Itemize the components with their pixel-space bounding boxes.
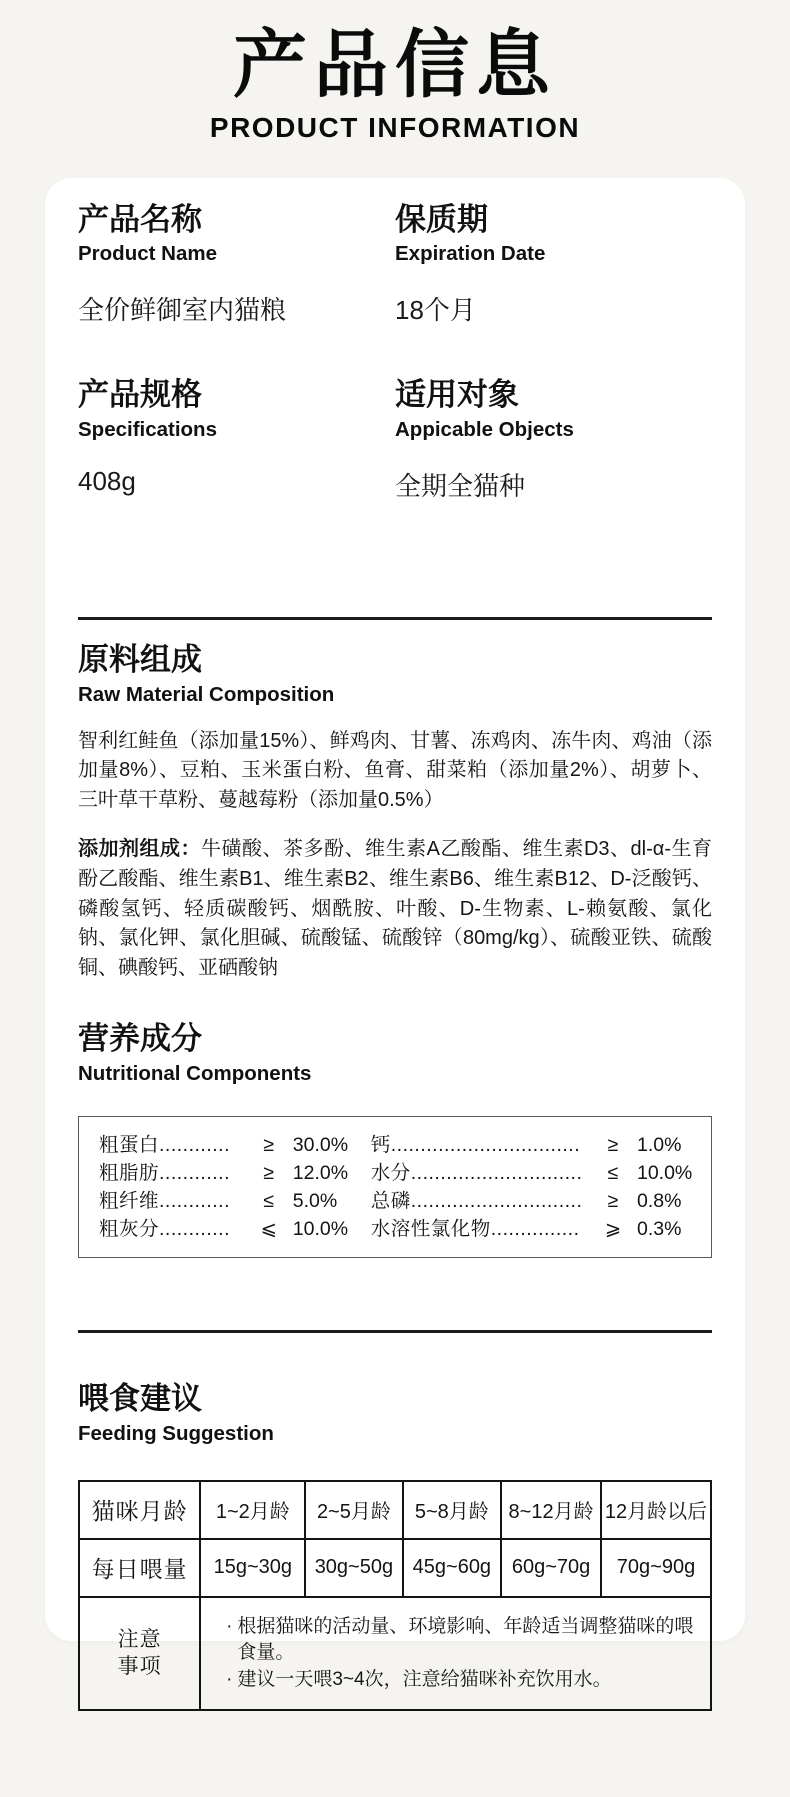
ingredients-paragraph: 智利红鲑鱼（添加量15%）、鲜鸡肉、甘薯、冻鸡肉、冻牛肉、鸡油（添加量8%）、豆粕、玉米蛋白粉、鱼膏、甜菜粕（添加量2%）、胡萝卜、三叶草干草粉、蔓越莓粉（添加量0.5%）: [78, 729, 712, 811]
specifications-heading-zh: 产品规格: [78, 377, 202, 413]
amount-cell: 45g~60g: [403, 1539, 502, 1597]
feeding-heading-en: Feeding Suggestion: [78, 1421, 274, 1445]
info-grid: [78, 200, 712, 503]
expiration-heading-en: Expiration Date: [395, 242, 546, 266]
nutrition-heading-en: Nutritional Components: [78, 1062, 312, 1085]
age-row-label: 猫咪月龄: [79, 1481, 200, 1539]
nutrition-row-calcium: 钙................................ ≥ 1.0%: [370, 1134, 682, 1156]
section-divider: [78, 1330, 712, 1333]
nutrition-column-left: [99, 1131, 365, 1243]
feeding-table-notes-row: [79, 1597, 711, 1711]
feeding-section: [78, 1381, 712, 1711]
info-block-applicable-objects: [395, 377, 712, 503]
note-item: · 建议一天喂3~4次，注意给猫咪补充饮用水。: [221, 1667, 696, 1694]
page-title: 产品信息: [233, 23, 557, 106]
additives-text: 牛磺酸、茶多酚、维生素A乙酸酯、维生素D3、dl-α-生育酚乙酸酯、维生素B1、维生素B2、维生素B6、维生素B12、D-泛酸钙、磷酸氢钙、轻质碳酸钙、烟酰胺、叶酸、D-生物素、L-赖氨酸、氯化钠、氯化钾、氯化胆碱、硫酸锰、硫酸锌（80mg/kg）、硫酸亚铁、硫酸铜、碘酸钙、亚硒酸钠: [78, 838, 712, 979]
notes-cell: [200, 1597, 711, 1711]
expiration-heading-zh: 保质期: [395, 201, 488, 237]
bullet: ·: [226, 1668, 233, 1690]
feeding-table-age-row: [79, 1481, 711, 1539]
nutrition-row-crude-fiber: 粗纤维............ ≤ 5.0%: [99, 1190, 338, 1212]
page-subtitle: PRODUCT INFORMATION: [209, 111, 581, 143]
age-cell: 12月龄以后: [601, 1481, 711, 1539]
age-cell: 2~5月龄: [305, 1481, 402, 1539]
amount-cell: 15g~30g: [200, 1539, 305, 1597]
section-divider: [78, 617, 712, 620]
product-name-heading-en: Product Name: [78, 242, 217, 266]
amount-cell: 30g~50g: [305, 1539, 402, 1597]
nutrition-row-total-phosphorus: 总磷............................. ≥ 0.8%: [370, 1190, 682, 1212]
raw-material-heading-zh: 原料组成: [78, 641, 202, 677]
feeding-heading-zh: 喂食建议: [78, 1381, 202, 1416]
bullet: ·: [226, 1615, 233, 1637]
amount-cell: 60g~70g: [501, 1539, 601, 1597]
product-name-value: 全价鲜御室内猫粮: [78, 295, 287, 326]
nutrition-row-crude-ash: 粗灰分............ ⩽ 10.0%: [99, 1218, 349, 1240]
age-cell: 5~8月龄: [403, 1481, 502, 1539]
feeding-table-amount-row: [79, 1539, 711, 1597]
specifications-value: 408g: [78, 465, 136, 496]
notes-row-label: 注意 事项: [79, 1597, 200, 1711]
additives-paragraph: [78, 835, 712, 983]
raw-material-section: [78, 642, 712, 983]
product-name-heading-zh: 产品名称: [78, 201, 202, 237]
nutrition-section: [78, 1021, 712, 1258]
applicable-objects-heading-zh: 适用对象: [395, 377, 519, 413]
age-cell: 1~2月龄: [200, 1481, 305, 1539]
amount-cell: 70g~90g: [601, 1539, 711, 1597]
nutrition-column-right: [371, 1131, 709, 1243]
raw-material-heading-en: Raw Material Composition: [78, 682, 335, 706]
nutrition-row-moisture: 水分............................. ≤ 10.0%: [370, 1162, 693, 1184]
info-block-specifications: [78, 377, 395, 503]
info-block-expiration: [395, 202, 712, 328]
feeding-table: [78, 1480, 712, 1712]
nutrition-row-water-soluble-chloride: 水溶性氯化物............... ⩾ 0.3%: [370, 1218, 682, 1240]
info-block-product-name: [78, 202, 395, 328]
note-item: · 根据猫咪的活动量、环境影响、年龄适当调整猫咪的喂食量。: [221, 1614, 696, 1667]
applicable-objects-value: 全期全猫种: [395, 470, 526, 501]
applicable-objects-heading-en: Appicable Objects: [395, 417, 574, 441]
age-cell: 8~12月龄: [501, 1481, 601, 1539]
specifications-heading-en: Specifications: [78, 417, 217, 441]
amount-row-label: 每日喂量: [79, 1539, 200, 1597]
nutrition-heading-zh: 营养成分: [78, 1021, 202, 1057]
nutrition-row-crude-fat: 粗脂肪............ ≥ 12.0%: [99, 1162, 349, 1184]
product-info-card: [45, 178, 745, 1690]
expiration-value: 18个月: [395, 295, 476, 326]
additives-label: 添加剂组成：: [78, 838, 202, 861]
nutrition-row-crude-protein: 粗蛋白............ ≥ 30.0%: [99, 1134, 349, 1156]
nutrition-table: [78, 1116, 712, 1258]
page-header: [0, 0, 790, 144]
